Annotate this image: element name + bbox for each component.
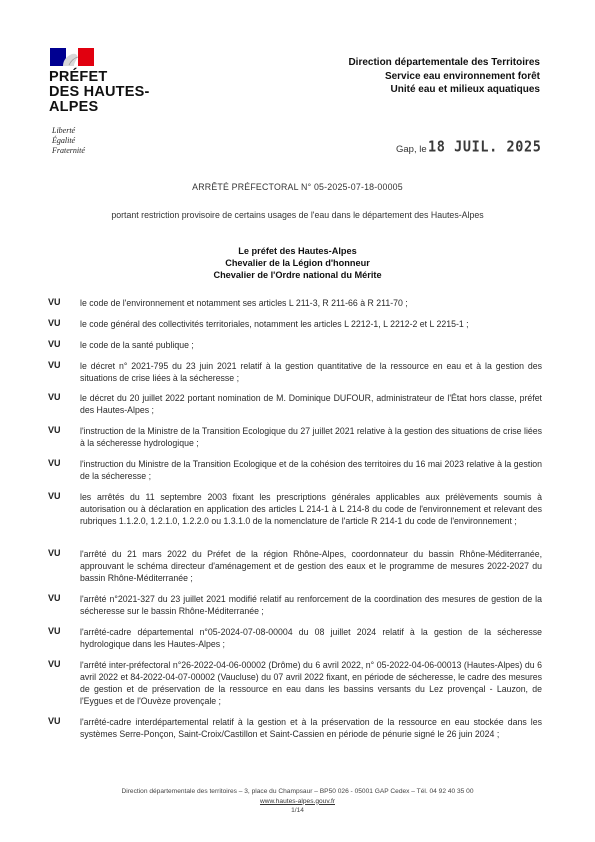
vu-label: VU [48, 458, 61, 468]
motto-line: Fraternité [52, 146, 85, 155]
motto-line: Égalité [52, 136, 76, 145]
vu-text: l'arrêté inter-préfectoral n°26-2022-04-06-00002 (Drôme) du 6 avril 2022, n° 05-2022-04-06-00013 (Hautes-Alpes) du 6 avril 2022 et 84-2022-04-07-00002 (Vaucluse) du 07 avril 2022 fixant, en période de sécheresse, le cadre des mesures de gestion et de préservation de la ressource en eau dans les bassins versants du Lez provençal - Lauzon, de l'Eygues et de l'Ouvèze provençale ; [80, 660, 542, 706]
vu-text: le code de l'environnement et notamment ses articles L 211-3, R 211-66 à R 211-70 ; [80, 298, 408, 308]
page-footer [0, 787, 595, 816]
vu-text: le décret n° 2021-795 du 23 juin 2021 relatif à la gestion quantitative de la ressource en eau et à la gestion des situations de crise liées à la sécheresse ; [80, 361, 542, 383]
prefecture-title [49, 70, 150, 115]
prefet-title-line: Chevalier de l'Ordre national du Mérite [213, 270, 382, 280]
marianne-logo-icon [50, 48, 94, 66]
vu-text: l'arrêté n°2021-327 du 23 juillet 2021 modifié relatif au renforcement de la coordination des mesures de gestion de la sécheresse sur le bassin Rhône-Méditerranée ; [80, 594, 542, 616]
vu-text: le décret du 20 juillet 2022 portant nomination de M. Dominique DUFOUR, administrateur de l'État hors classe, préfet des Hautes-Alpes ; [80, 393, 542, 415]
vu-text: le code général des collectivités territoriales, notamment les articles L 2212-1, L 2212-2 et L 2215-1 ; [80, 319, 469, 329]
prefet-title-line: Chevalier de la Légion d'honneur [225, 258, 370, 268]
vu-label: VU [48, 626, 61, 636]
prefecture-title-line: DES HAUTES- [49, 84, 150, 100]
vu-text: l'arrêté-cadre interdépartemental relatif à la gestion et à la préservation de la ressource en eau stockée dans les systèmes Serre-Ponçon, Saint-Croix/Castillon et Saint-Cassien en période de pénurie signé le 26 juin 2024 ; [80, 717, 542, 739]
footer-website-link[interactable]: www.hautes-alpes.gouv.fr [259, 797, 335, 805]
vu-label: VU [48, 297, 61, 307]
vu-label: VU [48, 425, 61, 435]
service-line: Unité eau et milieux aquatiques [390, 84, 540, 95]
prefet-titles [0, 245, 595, 281]
vu-label: VU [48, 593, 61, 603]
republic-motto [52, 126, 85, 156]
arrete-number: ARRÊTÉ PRÉFECTORAL N° 05-2025-07-18-00005 [192, 182, 403, 192]
vu-text: l'instruction de la Ministre de la Transition Ecologique du 27 juillet 2021 relative à la gestion des situations de crise liées à la sécheresse hydrologique ; [80, 426, 542, 448]
vu-label: VU [48, 339, 61, 349]
service-line: Service eau environnement forêt [384, 70, 540, 82]
date-stamp: 18 JUIL. 2025 [428, 138, 542, 156]
service-line: Direction départementale des Territoires [348, 57, 540, 68]
vu-label: VU [48, 392, 61, 402]
vu-label: VU [48, 318, 61, 328]
issuing-service [348, 56, 540, 97]
vu-label: VU [48, 659, 61, 669]
vu-label: VU [48, 360, 61, 370]
prefecture-title-line: ALPES [49, 99, 99, 115]
vu-label: VU [48, 716, 61, 726]
arrete-subject: portant restriction provisoire de certains usages de l'eau dans le département des Hautes-Alpes [111, 210, 484, 220]
vu-text: l'arrêté-cadre départemental n°05-2024-07-08-00004 du 08 juillet 2024 relatif à la gestion de la sécheresse hydrologique dans les Hautes-Alpes ; [80, 627, 542, 649]
vu-text: les arrêtés du 11 septembre 2003 fixant les prescriptions générales applicables aux prélèvements soumis à autorisation ou à déclaration en application des articles L 214-1 à L 214-8 du code de l'environnement et relevant des rubriques 1.1.2.0, 1.2.1.0, 1.2.2.0 ou 1.3.1.0 de la nomenclature de l'article R 214-1 du code de l'environnement ; [80, 492, 542, 526]
vu-label: VU [48, 548, 61, 558]
prefet-title-line: Le préfet des Hautes-Alpes [238, 246, 357, 256]
vu-text: le code de la santé publique ; [80, 340, 194, 350]
vu-label: VU [48, 491, 61, 501]
page-number: 1/14 [291, 807, 304, 814]
footer-address: Direction départementale des territoires – 3, place du Champsaur – BP50 026 - 05001 GAP Cedex – Tél. 04 92 40 35 00 [121, 788, 474, 795]
place-label: Gap, le [396, 144, 427, 155]
prefecture-title-line: PRÉFET [49, 69, 108, 85]
motto-line: Liberté [52, 126, 76, 135]
vu-text: l'instruction du Ministre de la Transition Ecologique et de la cohésion des territoires du 16 mai 2023 relative à la gestion de la sécheresse ; [80, 459, 542, 481]
vu-text: l'arrêté du 21 mars 2022 du Préfet de la région Rhône-Alpes, coordonnateur du bassin Rhône-Méditerranée, approuvant le schéma directeur d'aménagement et de gestion des eaux et le programme de mesures 2022-2027 du bassin Rhône-Méditerranée ; [80, 549, 542, 583]
